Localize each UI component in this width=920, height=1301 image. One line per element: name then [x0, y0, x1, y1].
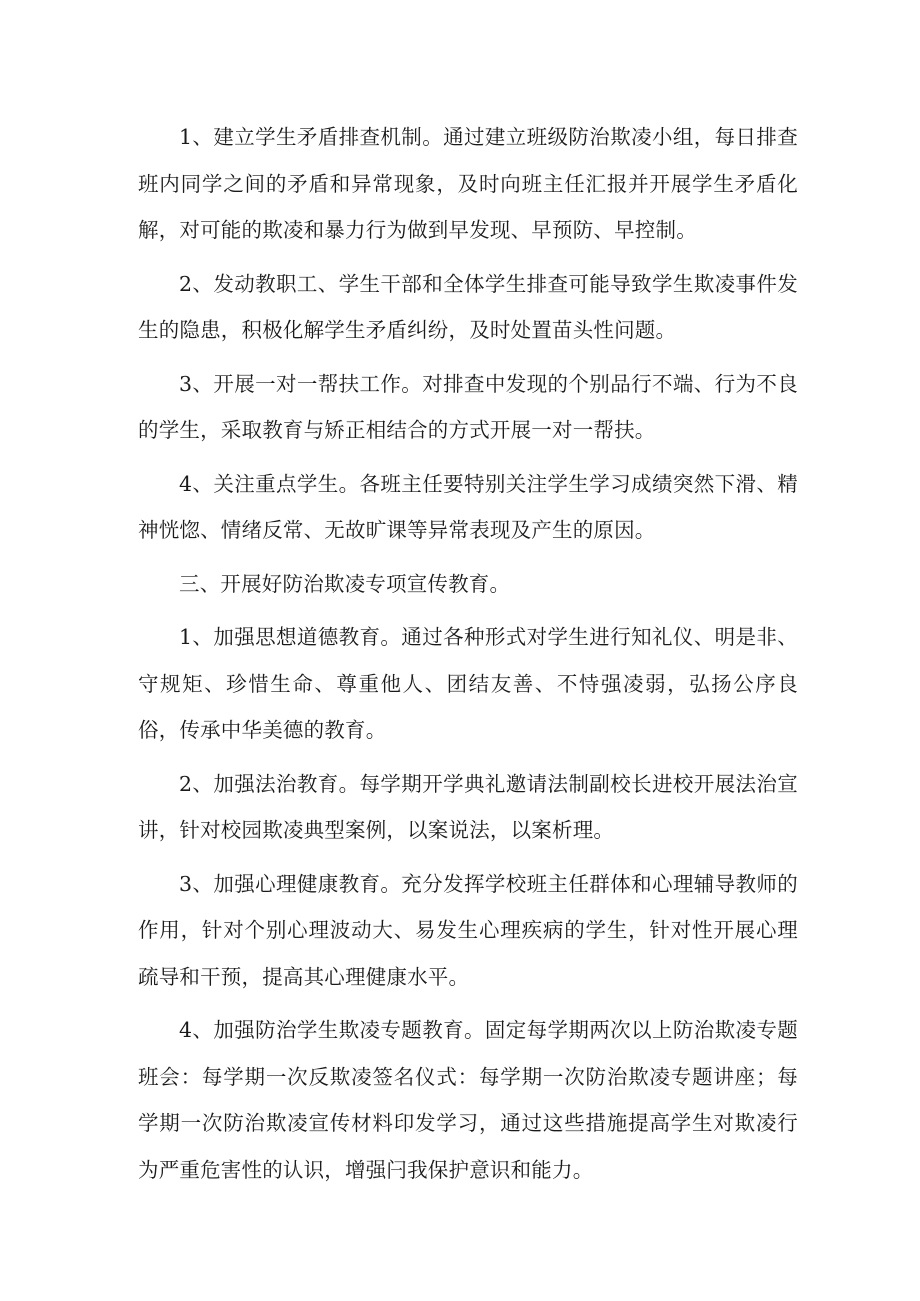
section-heading: 三、开展好防治欺凌专项宣传教育。	[179, 571, 511, 596]
paragraph-8: 4、加强防治学生欺凌专题教育。固定每学期两次以上防治欺凌专题班会：每学期一次反欺凌签名仪式：每学期一次防治欺凌专题讲座；每学期一次防治欺凌宣传材料印发学习，通过这些措施提高学生对欺凌行为严重危害性的认识，增强闩我保护意识和能力。	[138, 1018, 798, 1182]
paragraph-7: 3、加强心理健康教育。充分发挥学校班主任群体和心理辅导教师的作用，针对个别心理波动大、易发生心理疾病的学生，针对性开展心理疏导和干预，提高其心理健康水平。	[138, 871, 798, 989]
paragraph-6: 2、加强法治教育。每学期开学典礼邀请法制副校长进校开展法治宣讲，针对校园欺凌典型案例，以案说法，以案析理。	[138, 771, 798, 842]
paragraph-5: 1、加强思想道德教育。通过各种形式对学生进行知礼仪、明是非、守规矩、珍惜生命、尊重他人、团结友善、不恃强凌弱，弘扬公序良俗，传承中华美德的教育。	[138, 625, 798, 742]
paragraph-1: 1、建立学生矛盾排查机制。通过建立班级防治欺凌小组，每日排查班内同学之间的矛盾和异常现象，及时向班主任汇报并开展学生矛盾化解，对可能的欺凌和暴力行为做到早发现、早预防、早控制。	[138, 125, 798, 242]
document-body	[138, 114, 798, 1200]
paragraph-4: 4、关注重点学生。各班主任要特别关注学生学习成绩突然下滑、精神恍惚、情绪反常、无故旷课等异常表现及产生的原因。	[138, 471, 798, 542]
paragraph-2: 2、发动教职工、学生干部和全体学生排查可能导致学生欺凌事件发生的隐患，积极化解学生矛盾纠纷，及时处置苗头性问题。	[138, 271, 798, 342]
paragraph-3: 3、开展一对一帮扶工作。对排查中发现的个别品行不端、行为不良的学生，采取教育与矫正相结合的方式开展一对一帮扶。	[138, 371, 798, 442]
